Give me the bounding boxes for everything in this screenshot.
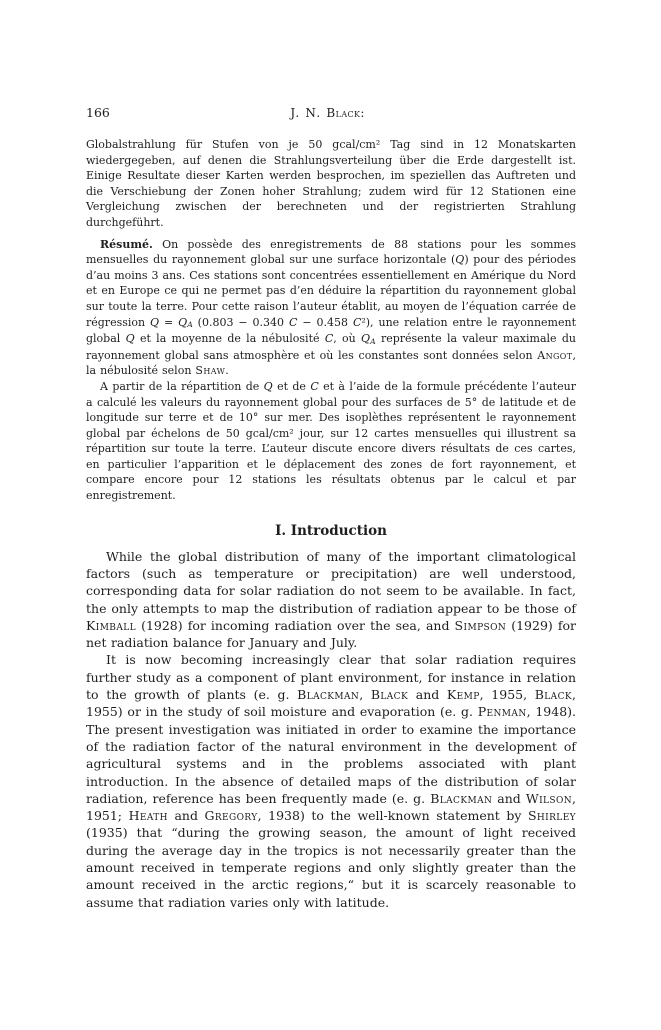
section-heading-introduction: I. Introduction (275, 522, 387, 539)
resume-paragraph-1: Résumé. On possède des enregistrements de 88 stations pour les sommes mensuelles du rayonnement global sur une surface horizontale (Q) pour des périodes d’au moins 3 ans. Ces stations sont concentrées essentiellement en Amérique du Nord et en Europe ce qui ne permet pas d’en déduire la répartition du rayonnement global sur toute la terre. Pour cette raison l’auteur établit, au moyen de l’équation carrée de régression Q = QA (0.803 − 0.340 C − 0.458 C²), une relation entre le rayonnement global Q et la moyenne de la nébulosité C, où QA représente la valeur maximale du rayonnement global sans atmosphère et où les constantes sont données selon Angot, la nébulosité selon Shaw. (86, 237, 576, 378)
page-number: 166 (86, 105, 110, 120)
running-header (86, 106, 576, 120)
abstract-german-paragraph: Globalstrahlung für Stufen von je 50 gcal/cm² Tag sind in 12 Monatskarten wiedergegeben, auf denen die Strahlungsverteilung über die Erde dargestellt ist. Einige Resultate dieser Karten werden besprochen, im speziellen das Auftreten und die Verschiebung der Zonen hoher Strahlung; zudem wird für 12 Stationen eine Vergleichung zwischen der berechneten und der registrierten Strahlung durchgeführt. (86, 138, 576, 229)
running-head-author: J. N. Black: (290, 106, 366, 120)
resume-paragraph-2: A partir de la répartition de Q et de C et à l’aide de la formule précédente l’auteur a calculé les valeurs du rayonnement global pour des surfaces de 5° de latitude et de longitude sur terre et de 10° sur mer. Des isoplèthes représentent le rayonnement global par échelons de 50 gcal/cm² jour, sur 12 cartes mensuelles qui illustrent sa répartition sur toute la terre. L’auteur discute encore divers résultats de ces cartes, en particulier l’apparition et le déplacement des zones de fort rayonnement, et compare encore pour 12 stations les résultats obtenus par le calcul et par enregistrement. (86, 379, 576, 503)
introduction-paragraph-1: While the global distribution of many of the important climatological factors (such as temperature or precipitation) are well understood, corresponding data for solar radiation do not seem to be available. In fact, the only attempts to map the distribution of radiation appear to be those of Kimball (1928) for incoming radiation over the sea, and Simpson (1929) for net radiation balance for January and July. (86, 548, 576, 651)
introduction-paragraph-2: It is now becoming increasingly clear that solar radiation requires further study as a component of plant environment, for instance in relation to the growth of plants (e. g. Blackman, Black and Kemp, 1955, Black, 1955) or in the study of soil moisture and evaporation (e. g. Penman, 1948). The present investigation was initiated in order to examine the importance of the radiation factor of the natural environment in the development of agricultural systems and in the problems associated with plant introduction. In the absence of detailed maps of the distribution of solar radiation, reference has been frequently made (e. g. Blackman and Wilson, 1951; Heath and Gregory, 1938) to the well-known statement by Shirley (1935) that “during the growing season, the amount of light received during the average day in the tropics is not necessarily greater than the amount received in temperate regions and only slightly greater than the amount received in the arctic regions,“ but it is scarcely reasonable to assume that radiation varies only with latitude. (86, 652, 577, 910)
